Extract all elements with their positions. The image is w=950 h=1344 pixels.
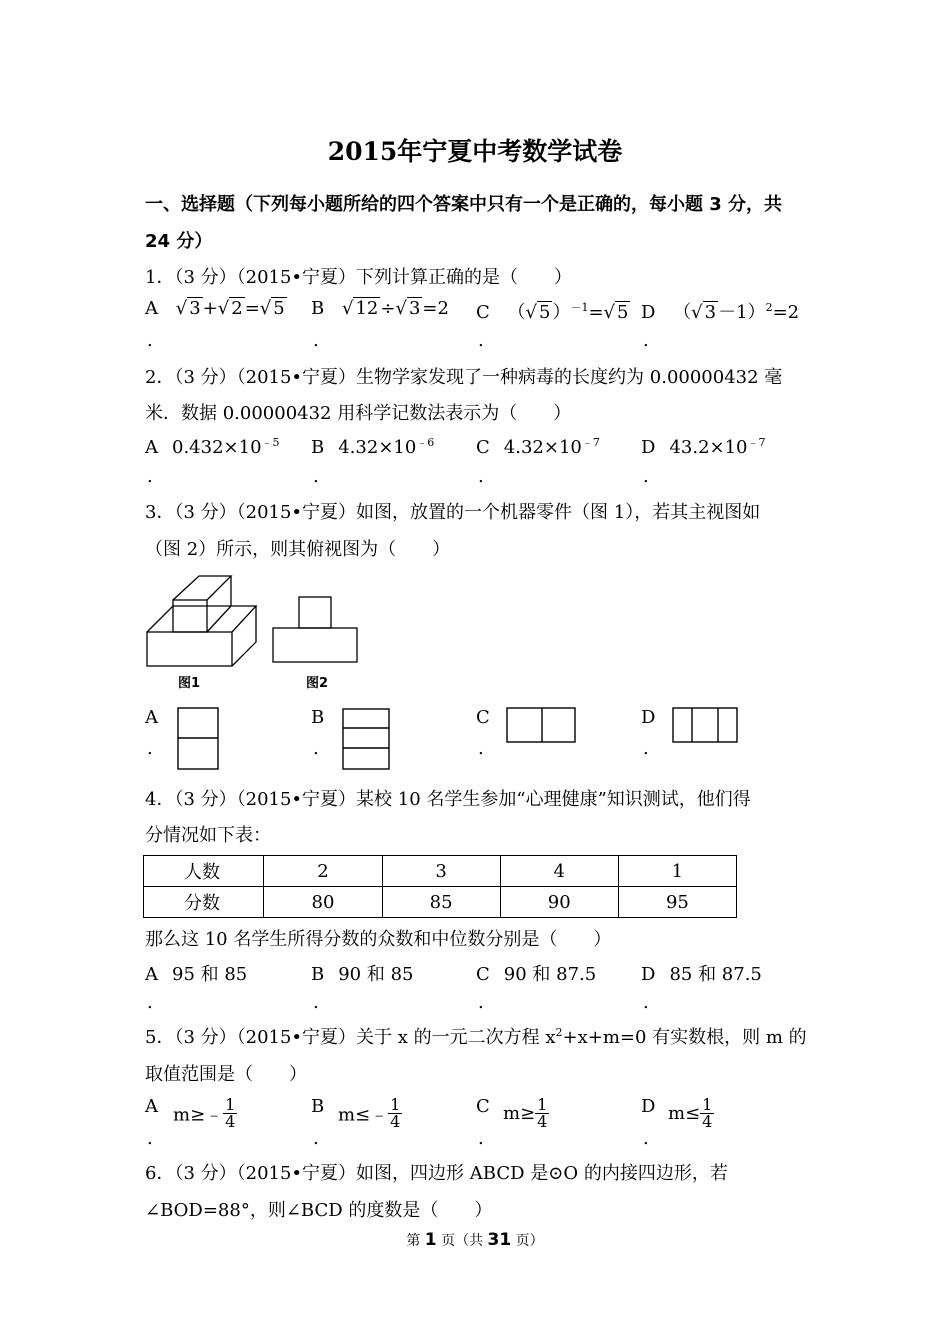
dot: .	[147, 1128, 153, 1149]
q3-figures	[143, 570, 373, 670]
table-cell: 分数	[144, 887, 264, 918]
q4-line2: 分情况如下表：	[145, 825, 271, 846]
figure-2-front-view	[273, 597, 357, 662]
dot: .	[147, 466, 153, 487]
table-cell: 2	[264, 856, 382, 887]
q3-option-d-figure[interactable]	[671, 706, 741, 746]
q1-option-b[interactable]: B √ 12 ÷√ 3 =2	[311, 298, 449, 319]
dot: .	[313, 1128, 319, 1149]
fraction	[700, 1097, 714, 1130]
q5-option-a[interactable]	[173, 1097, 237, 1130]
q5-line1-text-rest: +x+m=0 有实数根，则 m 的	[562, 1027, 807, 1048]
q5-line2: 取值范围是（ ）	[145, 1064, 307, 1085]
q3-option-a-letter[interactable]: A	[145, 707, 158, 728]
dot: .	[643, 466, 649, 487]
q1-option-d[interactable]: D （√ 3 －1）$^2$=2	[641, 301, 800, 323]
option-letter: D	[641, 302, 656, 323]
dot: .	[313, 992, 319, 1013]
exponent: ﹣7	[747, 436, 766, 449]
dot: .	[313, 330, 319, 351]
dot: .	[643, 330, 649, 351]
figure-1-machine-part	[147, 576, 256, 666]
dot: .	[313, 738, 319, 759]
footer-text: 第	[406, 1233, 425, 1249]
table-cell: 人数	[144, 856, 264, 887]
option-letter: B	[311, 437, 325, 458]
q5-line1	[145, 1023, 807, 1049]
page-footer	[0, 1230, 950, 1250]
option-prefix: m≤	[668, 1103, 701, 1124]
q4-line3: 那么这 10 名学生所得分数的众数和中位数分别是（ ）	[145, 929, 612, 950]
option-prefix: m≥	[503, 1103, 536, 1124]
q2-line2: 米．数据 0.00000432 用科学记数法表示为（ ）	[145, 403, 572, 424]
q2-line1: 2．（3 分）（2015•宁夏）生物学家发现了一种病毒的长度约为 0.00000432 毫	[145, 367, 783, 388]
table-row	[144, 887, 737, 918]
exponent: ﹣7	[581, 436, 600, 449]
q5-option-b[interactable]	[338, 1097, 402, 1130]
denominator: 4	[702, 1112, 713, 1131]
exponent: 2	[765, 301, 773, 314]
q2-option-d[interactable]	[641, 434, 766, 458]
option-letter: A	[145, 437, 158, 458]
footer-text: 页（共	[436, 1233, 488, 1249]
q3-option-c-figure[interactable]	[505, 706, 579, 746]
paren: （	[673, 302, 692, 323]
q4-line1: 4．（3 分）（2015•宁夏）某校 10 名学生参加“心理健康”知识测试，他们得	[145, 789, 751, 810]
exponent: －1	[570, 301, 589, 314]
q2-option-c[interactable]	[476, 434, 600, 458]
option-letter: C	[476, 964, 490, 985]
option-text: 85 和 87.5	[669, 964, 762, 985]
figure-2-label: 图2	[306, 676, 329, 691]
op: =	[244, 298, 260, 319]
q5-option-d-letter[interactable]: D	[641, 1096, 656, 1117]
radicand: 3	[704, 302, 717, 323]
option-letter: C	[476, 437, 490, 458]
fraction	[388, 1097, 402, 1130]
dot: .	[643, 992, 649, 1013]
dot: .	[478, 738, 484, 759]
score-table	[143, 855, 737, 918]
op: =	[588, 302, 604, 323]
footer-text: 页）	[511, 1233, 544, 1249]
table-cell: 3	[382, 856, 500, 887]
option-letter: B	[311, 964, 325, 985]
q5-option-c[interactable]	[503, 1097, 549, 1130]
op: +	[202, 298, 218, 319]
q3-option-a-figure[interactable]	[176, 706, 222, 772]
q2-option-a[interactable]	[145, 434, 280, 458]
page-number: 1	[424, 1230, 437, 1250]
paren: ）	[552, 302, 571, 323]
q1-option-a[interactable]: A √ 3 +√ 2 =√ 5	[145, 298, 285, 319]
option-base: 4.32×10	[338, 437, 417, 458]
numerator: 1	[390, 1095, 401, 1114]
dot: .	[478, 1128, 484, 1149]
exponent: 2	[555, 1026, 563, 1039]
option-text: 90 和 85	[338, 964, 414, 985]
option-letter: A	[145, 964, 158, 985]
q1-stem: 1．（3 分）（2015•宁夏）下列计算正确的是（ ）	[145, 267, 573, 288]
radicand: 3	[408, 298, 421, 319]
option-base: 4.32×10	[503, 437, 582, 458]
q2-option-b[interactable]	[311, 434, 434, 458]
q3-option-c-letter[interactable]: C	[476, 707, 490, 728]
table-cell: 90	[500, 887, 618, 918]
q4-option-a[interactable]	[145, 960, 247, 986]
q5-option-a-letter[interactable]: A	[145, 1096, 158, 1117]
section-heading-line1: 一、选择题（下列每小题所给的四个答案中只有一个是正确的，每小题 3 分，共	[145, 194, 783, 215]
dot: .	[313, 466, 319, 487]
numerator: 1	[537, 1095, 548, 1114]
table-cell: 1	[618, 856, 736, 887]
q4-option-d[interactable]	[641, 960, 762, 986]
section-heading-line2: 24 分）	[145, 231, 213, 252]
option-prefix: m≤﹣	[338, 1104, 389, 1126]
option-letter: D	[641, 964, 656, 985]
radicand: 3	[189, 298, 201, 319]
option-letter: C	[476, 302, 490, 323]
dot: .	[478, 330, 484, 351]
op: =2	[772, 302, 800, 323]
q3-line1: 3．（3 分）（2015•宁夏）如图，放置的一个机器零件（图 1），若其主视图如	[145, 502, 761, 523]
radicand: 5	[273, 298, 285, 319]
dot: .	[643, 1128, 649, 1149]
op: =2	[422, 298, 449, 319]
op: ÷	[380, 298, 396, 319]
option-letter: B	[311, 298, 325, 319]
q5-line1-text: 5．（3 分）（2015•宁夏）关于 x 的一元二次方程 x	[145, 1027, 556, 1048]
fraction	[223, 1097, 237, 1130]
option-base: 43.2×10	[669, 437, 748, 458]
dot: .	[478, 466, 484, 487]
paren: －1）	[718, 302, 766, 323]
fraction	[535, 1097, 549, 1130]
table-cell: 4	[500, 856, 618, 887]
radicand: 5	[617, 302, 629, 323]
option-letter: A	[145, 298, 158, 319]
radicand: 2	[231, 298, 243, 319]
radicand: 12	[355, 298, 379, 319]
paren: （	[507, 302, 526, 323]
numerator: 1	[702, 1095, 713, 1114]
option-base: 0.432×10	[172, 437, 262, 458]
q4-option-c[interactable]	[476, 960, 596, 986]
option-text: 95 和 85	[172, 964, 248, 985]
figure-1-label: 图1	[178, 676, 201, 691]
q5-option-c-letter[interactable]: C	[476, 1096, 490, 1117]
q3-option-d-letter[interactable]: D	[641, 707, 656, 728]
page-title: 2015年宁夏中考数学试卷	[327, 137, 623, 166]
dot: .	[643, 738, 649, 759]
dot: .	[147, 330, 153, 351]
denominator: 4	[537, 1112, 548, 1131]
q3-option-b-letter[interactable]: B	[311, 707, 325, 728]
q5-option-b-letter[interactable]: B	[311, 1096, 325, 1117]
option-letter: D	[641, 437, 656, 458]
q6-line1: 6．（3 分）（2015•宁夏）如图，四边形 ABCD 是⊙O 的内接四边形，若	[145, 1163, 728, 1184]
denominator: 4	[225, 1112, 236, 1131]
table-cell: 95	[618, 887, 736, 918]
exponent: ﹣5	[261, 436, 280, 449]
table-cell: 85	[382, 887, 500, 918]
option-prefix: m≥﹣	[173, 1104, 224, 1126]
dot: .	[147, 992, 153, 1013]
numerator: 1	[225, 1095, 236, 1114]
denominator: 4	[390, 1112, 401, 1131]
q5-option-d[interactable]	[668, 1097, 714, 1130]
page-total: 31	[487, 1230, 512, 1250]
table-cell: 80	[264, 887, 382, 918]
q3-option-b-figure[interactable]	[340, 706, 394, 772]
q4-option-b[interactable]	[311, 960, 414, 986]
q1-option-c[interactable]: C （√ 5 ）$^{-1}$=√ 5	[476, 301, 629, 323]
exponent: ﹣6	[416, 436, 435, 449]
radicand: 5	[539, 302, 551, 323]
dot: .	[478, 992, 484, 1013]
dot: .	[147, 738, 153, 759]
table-row	[144, 856, 737, 887]
q3-line2: （图 2）所示，则其俯视图为（ ）	[145, 539, 451, 560]
option-text: 90 和 87.5	[503, 964, 597, 985]
q6-line2: ∠BOD=88°，则∠BCD 的度数是（ ）	[145, 1200, 493, 1221]
